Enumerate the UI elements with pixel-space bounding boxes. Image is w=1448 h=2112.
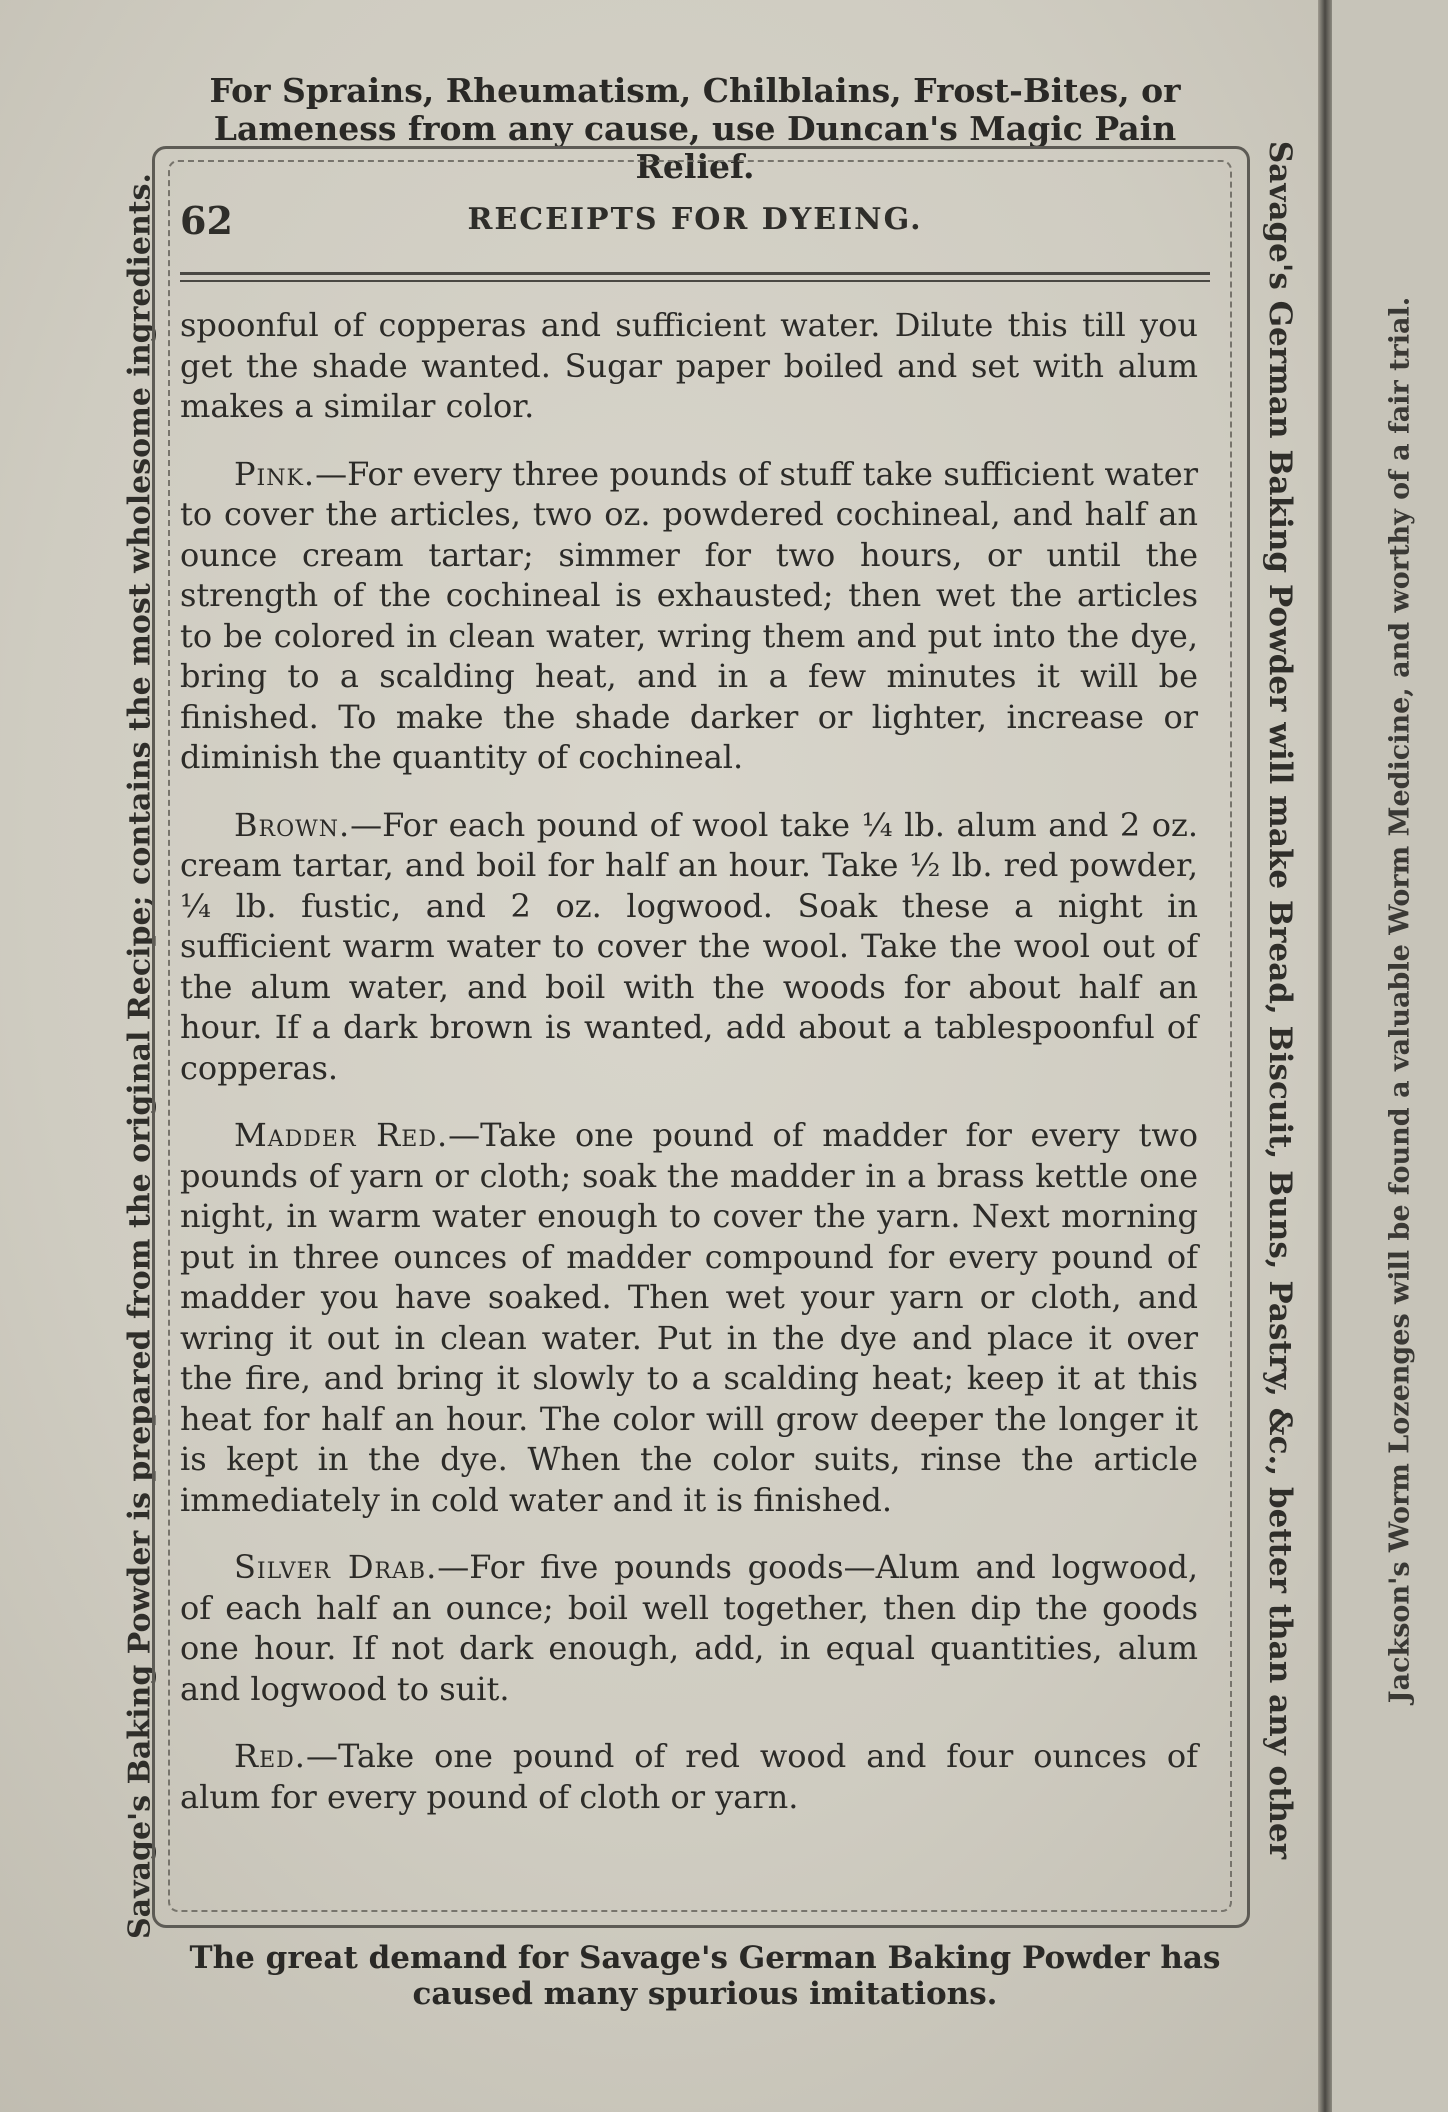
page-header [180,198,1210,244]
madder-red-text: —Take one pound of madder for every two pounds of yarn or cloth; soak the madder in a brass kettle one night, in warm water enough to cover the yarn. Next morning put in three ounces of madder compound for every pound of madder you have soaked. Then wet your yarn or cloth, and wring it out in clean water. Put in the dye and place it over the fire, and bring it slowly to a scalding heat; keep it at this heat for half an hour. The color will grow deeper the longer it is kept in the dye. When the color suits, rinse the article immediately in cold water and it is finished. [180,1116,1198,1519]
red-text: —Take one pound of red wood and four ounces of alum for every pound of cloth or yarn. [180,1737,1198,1816]
book-gutter [1318,0,1332,2112]
header-rule-thin [180,280,1210,282]
red-recipe [180,1736,1198,1817]
brown-recipe [180,805,1198,1089]
page-number: 62 [180,198,233,243]
silver-drab-text: —For five pounds goods—Alum and logwood, of each half an ounce; boil well together, then dip the goods one hour. If not dark enough, add, in equal quantities, alum and logwood to suit. [180,1548,1198,1708]
pink-text: —For every three pounds of stuff take sufficient water to cover the articles, two oz. powdered cochineal, and half an ounce cream tartar; simmer for two hours, or until the strength of the cochineal is exhausted; then wet the articles to be colored in clean water, wring them and put into the dye, bring to a scalding heat, and in a few minutes it will be finished. To make the shade darker or lighter, increase or diminish the quantity of cochineal. [180,454,1198,776]
page-body [180,305,1198,1844]
pink-recipe [180,454,1198,778]
top-advertisement: For Sprains, Rheumatism, Chilblains, Frost-Bites, or Lameness from any cause, use Duncan's Magic Pain Relief. [209,71,1181,186]
facing-page-advertisement: Jackson's Worm Lozenges will be found a valuable Worm Medicine, and worthy of a fair trial. [1384,296,1416,1704]
silver-drab-term: Silver Drab. [234,1548,438,1586]
pink-term: Pink. [234,454,316,493]
madder-red-term: Madder Red. [234,1116,449,1154]
silver-drab-recipe [180,1547,1198,1709]
bottom-advertisement: The great demand for Savage's German Baking Powder has caused many spurious imitations. [189,1940,1221,2012]
continuation-paragraph: spoonful of copperas and sufficient water. Dilute this till you get the shade wanted. Sugar paper boiled and set with alum makes a similar color. [180,306,1198,425]
red-term: Red. [234,1737,306,1775]
header-rule-thick [180,272,1210,275]
madder-red-recipe [180,1115,1198,1520]
right-margin-advertisement: Savage's German Baking Powder will make Bread, Biscuit, Buns, Pastry, &c., better than any other [1262,140,1298,1860]
brown-text: —For each pound of wool take ¼ lb. alum and 2 oz. cream tartar, and boil for half an hour. Take ½ lb. red powder, ¼ lb. fustic, and 2 oz. logwood. Soak these a night in sufficient warm water to cover the wool. Take the wool out of the alum water, and boil with the woods for about half an hour. If a dark brown is wanted, add about a tablespoonful of copperas. [180,805,1198,1087]
brown-term: Brown. [234,805,351,844]
left-margin-advertisement: Savage's Baking Powder is prepared from the original Recipe; contains the most wholesome ingredients. [122,173,158,1939]
running-head-title: RECEIPTS FOR DYEING. [467,202,923,237]
